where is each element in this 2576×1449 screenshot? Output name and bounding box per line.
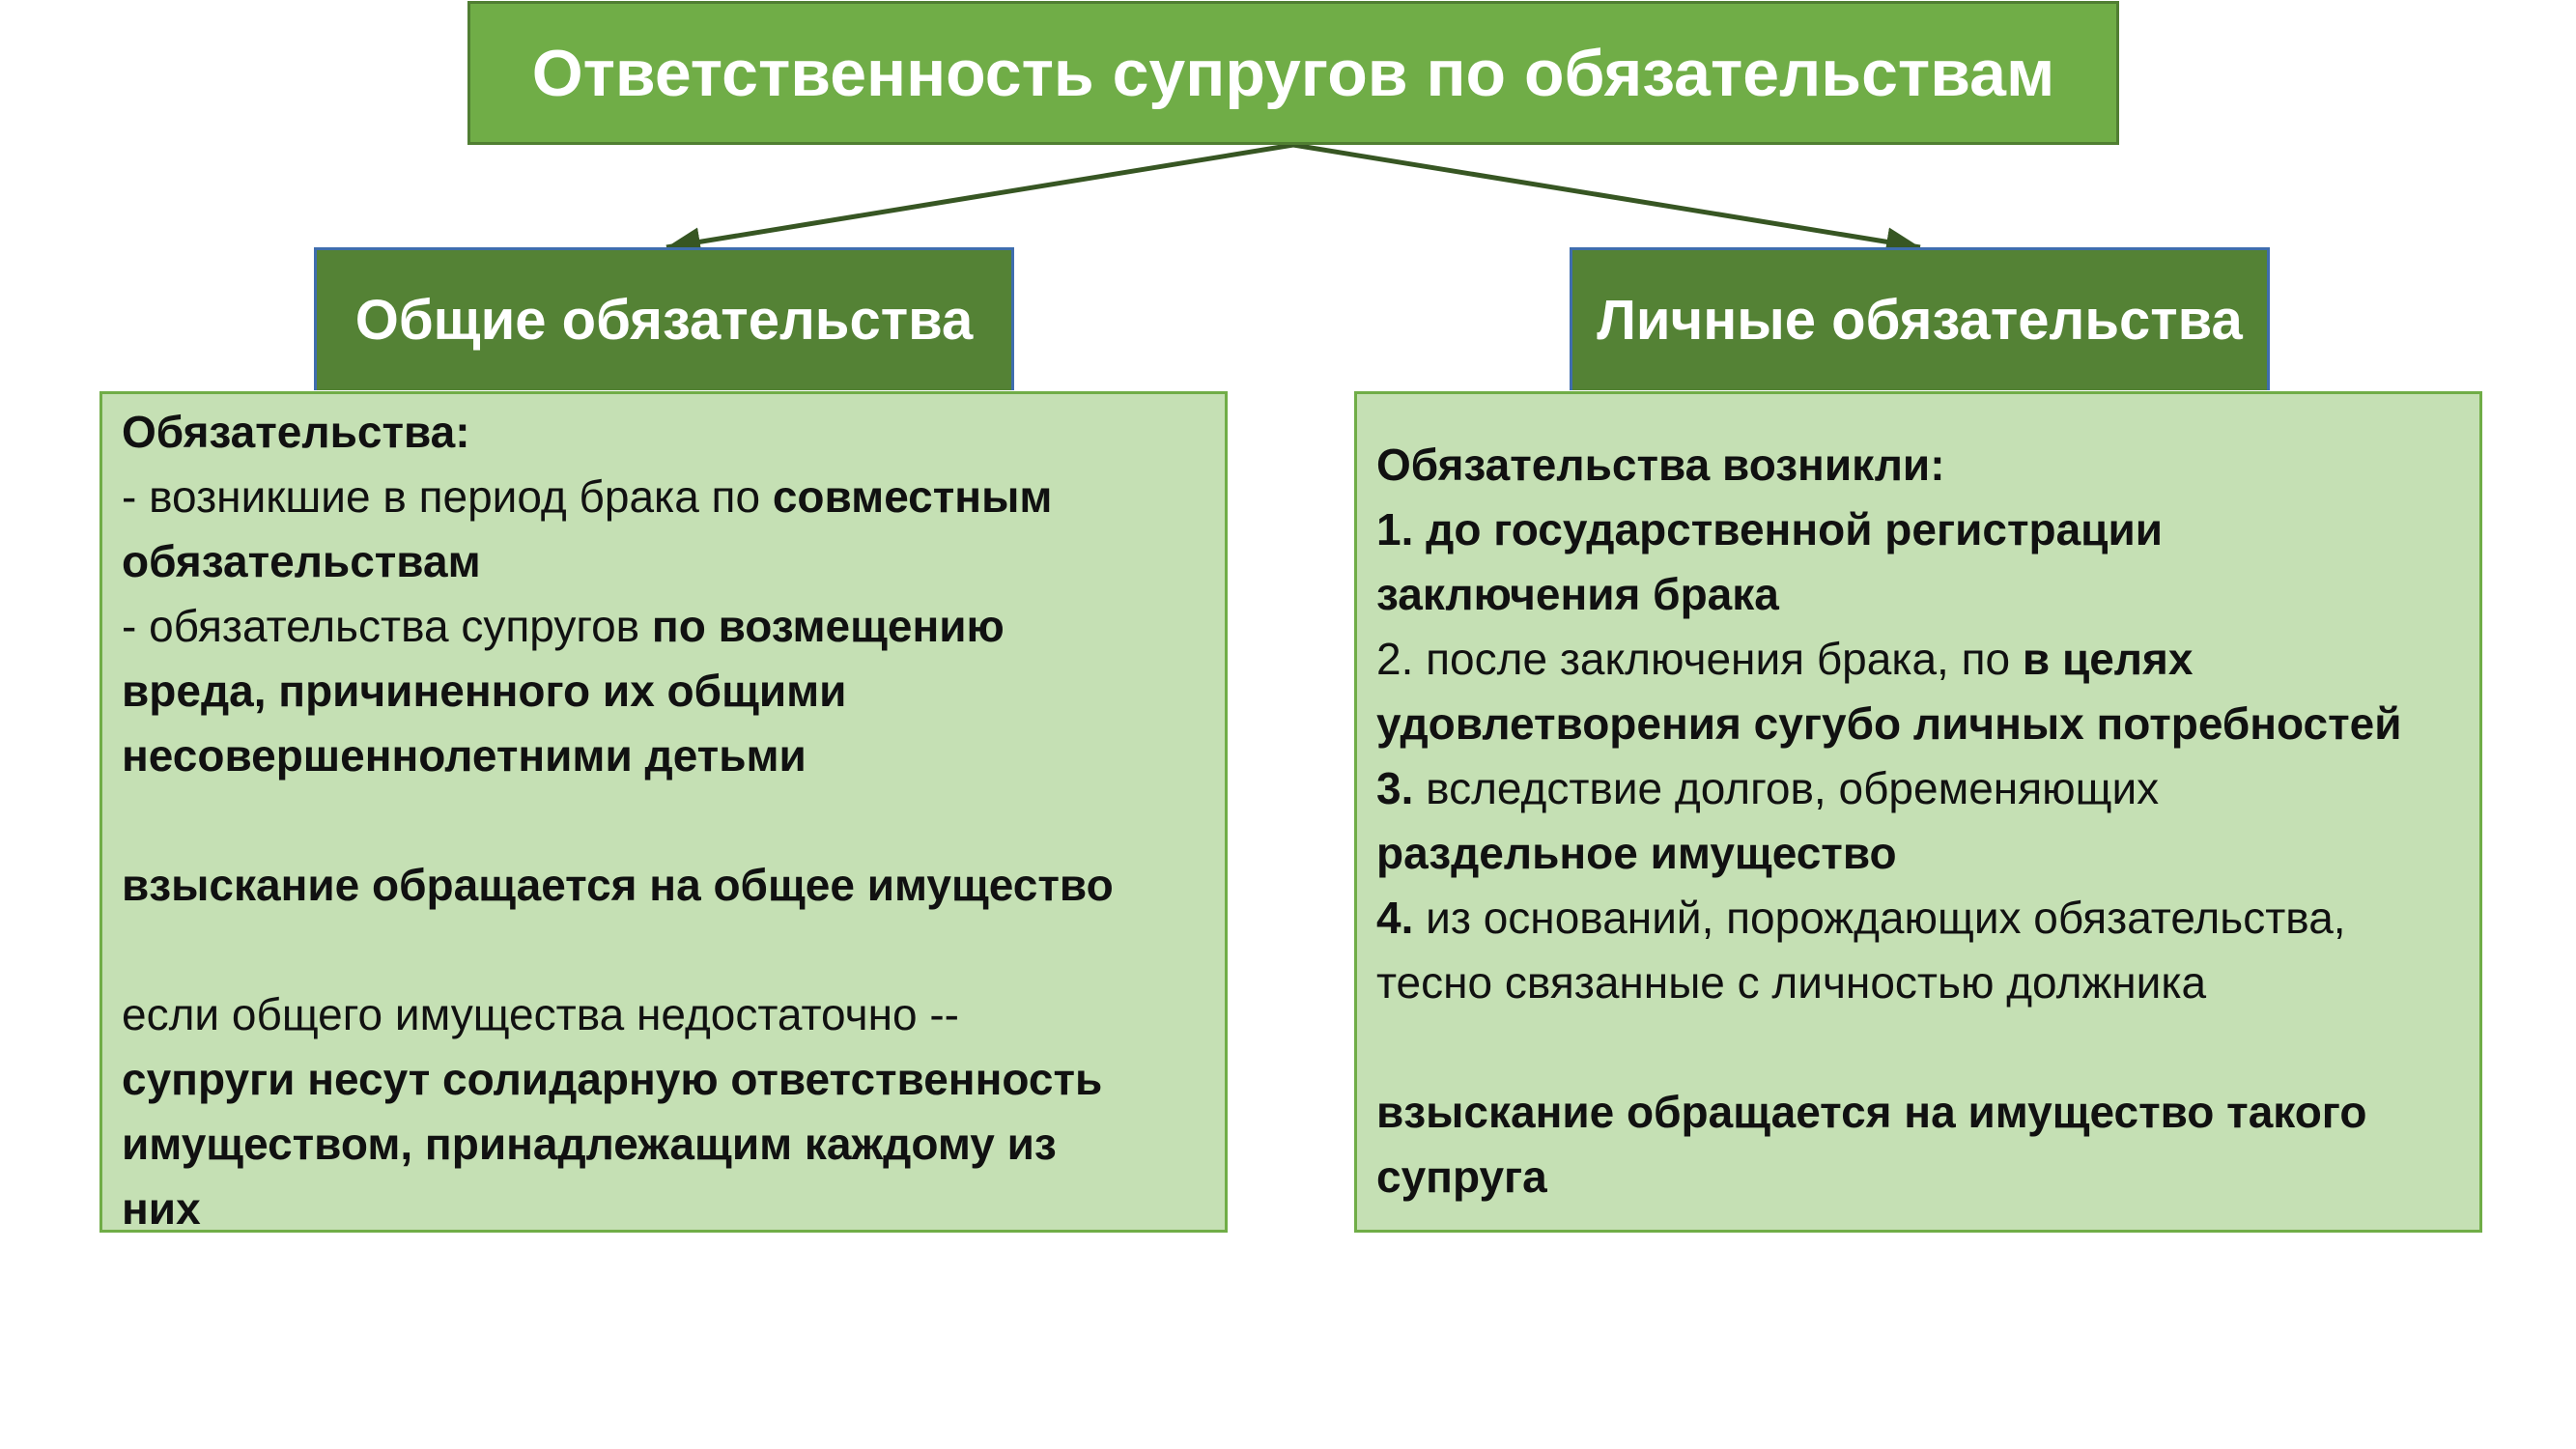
bold-text-segment: 3. <box>1376 763 1414 813</box>
personal-obligations-header-text: Личные обязательства <box>1597 289 2243 352</box>
personal-text-line <box>1376 433 2462 497</box>
general-obligations-body <box>99 391 1228 1233</box>
personal-text-line <box>1376 1015 2462 1080</box>
general-text-line <box>122 918 1207 982</box>
bold-text-segment: по возмещению <box>651 601 1005 651</box>
bold-text-segment: супруга <box>1376 1151 1547 1202</box>
general-text-line <box>122 982 1207 1047</box>
bold-text-segment: 1. до государственной регистрации <box>1376 504 2164 554</box>
diagram-title-text: Ответственность супругов по обязательствам <box>531 36 2055 110</box>
personal-text-line <box>1376 886 2462 951</box>
personal-text-line <box>1376 1080 2462 1145</box>
diagram-title <box>467 1 2119 145</box>
general-obligations-header-text: Общие обязательства <box>354 289 974 352</box>
personal-text-line <box>1376 627 2462 692</box>
general-text-line <box>122 529 1207 594</box>
bold-text-segment: них <box>122 1183 201 1234</box>
general-text-line <box>122 1112 1207 1177</box>
bold-text-segment: Обязательства возникли: <box>1376 440 1945 490</box>
general-text-line <box>122 594 1207 659</box>
personal-text-line <box>1376 692 2462 756</box>
personal-text-line <box>1376 497 2462 562</box>
arrow-to-personal <box>1293 145 1920 247</box>
bold-text-segment: имуществом, принадлежащим каждому из <box>122 1119 1057 1169</box>
bold-text-segment: удовлетворения сугубо личных потребностей <box>1376 698 2402 749</box>
bold-text-segment: раздельное имущество <box>1376 828 1897 878</box>
general-text-line <box>122 788 1207 853</box>
bold-text-segment: заключения брака <box>1376 569 1779 619</box>
personal-text-line <box>1376 756 2462 821</box>
bold-text-segment: Обязательства: <box>122 407 470 457</box>
bold-text-segment: обязательствам <box>122 536 481 586</box>
text-segment: тесно связанные с личностью должника <box>1376 957 2207 1008</box>
general-text-line <box>122 853 1207 918</box>
general-obligations-header <box>314 247 1014 390</box>
bold-text-segment: супруги несут солидарную ответственность <box>122 1054 1103 1104</box>
text-segment: если общего имущества недостаточно -- <box>122 989 959 1039</box>
general-text-line <box>122 1177 1207 1241</box>
text-segment: - обязательства супругов <box>122 601 652 651</box>
text-segment: из оснований, порождающих обязательства, <box>1413 893 2346 943</box>
bold-text-segment: взыскание обращается на общее имущество <box>122 860 1114 910</box>
general-text-line <box>122 1047 1207 1112</box>
bold-text-segment: несовершеннолетними детьми <box>122 730 807 781</box>
text-segment: вследствие долгов, обременяющих <box>1413 763 2160 813</box>
arrow-to-general <box>666 145 1293 247</box>
general-text-line <box>122 724 1207 788</box>
text-segment: - возникшие в период брака по <box>122 471 773 522</box>
general-text-line <box>122 659 1207 724</box>
bold-text-segment: совместным <box>772 471 1053 522</box>
bold-text-segment: в целях <box>2022 634 2194 684</box>
text-segment: 2. после заключения брака, по <box>1376 634 2023 684</box>
personal-text-line <box>1376 1145 2462 1209</box>
personal-text-line <box>1376 562 2462 627</box>
general-text-line <box>122 400 1207 465</box>
personal-text-line <box>1376 951 2462 1015</box>
personal-obligations-body <box>1354 391 2482 1233</box>
personal-text-line <box>1376 821 2462 886</box>
personal-obligations-header <box>1570 247 2270 390</box>
bold-text-segment: взыскание обращается на имущество такого <box>1376 1087 2367 1137</box>
bold-text-segment: вреда, причиненного их общими <box>122 666 847 716</box>
bold-text-segment: 4. <box>1376 893 1414 943</box>
general-text-line <box>122 465 1207 529</box>
